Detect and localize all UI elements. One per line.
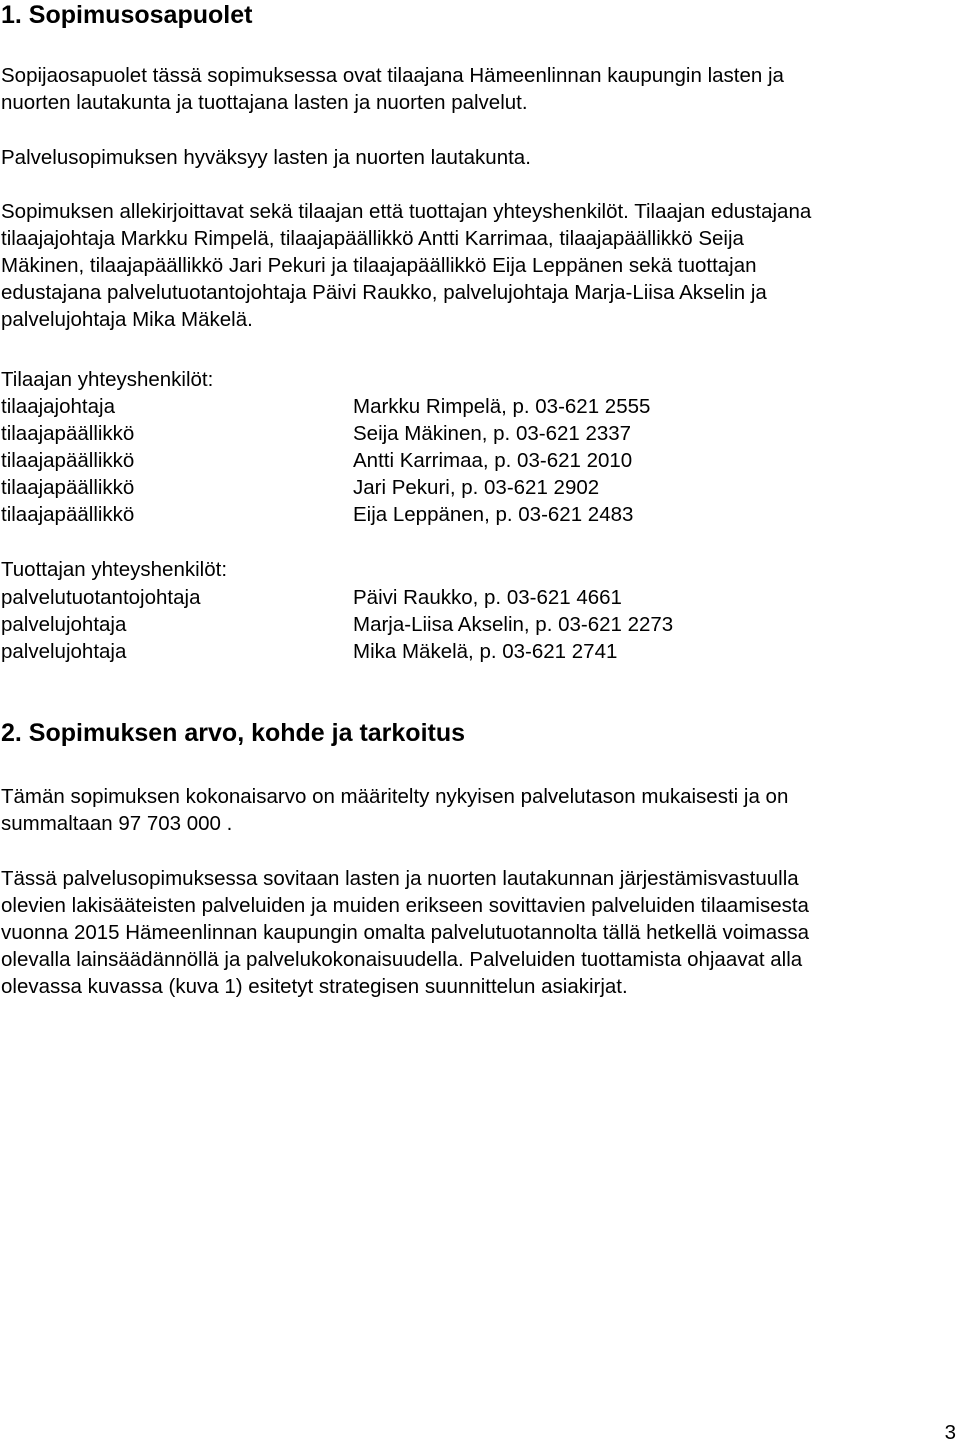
contact-row: [1, 393, 901, 420]
section-2-heading: 2. Sopimuksen arvo, kohde ja tarkoitus: [1, 719, 466, 747]
section-2-para-2: [1, 865, 809, 1000]
text-line: nuorten lautakunta ja tuottajana lasten ja nuorten palvelut.: [1, 91, 528, 114]
contact-name: Eija Leppänen, p. 03-621 2483: [353, 503, 634, 526]
text-line: olevassa kuvassa (kuva 1) esitetyt strategisen suunnittelun asiakirjat.: [1, 975, 628, 998]
contact-name: Antti Karrimaa, p. 03-621 2010: [353, 449, 633, 472]
section-1-para-1: [1, 62, 784, 116]
contact-row: [1, 420, 901, 447]
contact-name: Markku Rimpelä, p. 03-621 2555: [353, 395, 651, 418]
contact-name: Seija Mäkinen, p. 03-621 2337: [353, 422, 632, 445]
contact-role: palvelutuotantojohtaja: [1, 586, 201, 609]
text-line: tilaajajohtaja Markku Rimpelä, tilaajapäällikkö Antti Karrimaa, tilaajapäällikkö Seija: [1, 227, 744, 250]
producer-contacts-title: Tuottajan yhteyshenkilöt:: [1, 558, 228, 581]
contact-row: [1, 611, 901, 638]
text-line: vuonna 2015 Hämeenlinnan kaupungin omalta palvelutuotannolta tällä hetkellä voimassa: [1, 921, 810, 944]
contact-row: [1, 584, 901, 611]
contact-role: tilaajapäällikkö: [1, 422, 135, 445]
contact-role: palvelujohtaja: [1, 613, 127, 636]
section-2-para-1: [1, 783, 788, 837]
text-line: palvelujohtaja Mika Mäkelä.: [1, 308, 253, 331]
client-contacts-title: Tilaajan yhteyshenkilöt:: [1, 368, 214, 391]
contact-role: tilaajajohtaja: [1, 395, 115, 418]
section-1-para-3: [1, 198, 811, 333]
contact-name: Päivi Raukko, p. 03-621 4661: [353, 586, 622, 609]
contact-role: tilaajapäällikkö: [1, 449, 135, 472]
section-1-para-2: Palvelusopimuksen hyväksyy lasten ja nuorten lautakunta.: [1, 146, 531, 169]
text-line: summaltaan 97 703 000 .: [1, 812, 233, 835]
contact-role: tilaajapäällikkö: [1, 476, 135, 499]
contact-row: [1, 638, 901, 665]
client-contacts-table: [1, 393, 901, 528]
text-line: Mäkinen, tilaajapäällikkö Jari Pekuri ja tilaajapäällikkö Eija Leppänen sekä tuottajan: [1, 254, 757, 277]
contact-name: Marja-Liisa Akselin, p. 03-621 2273: [353, 613, 674, 636]
section-1-heading: 1. Sopimusosapuolet: [1, 1, 253, 29]
contact-row: [1, 501, 901, 528]
page-number: 3: [944, 1421, 956, 1444]
contact-name: Jari Pekuri, p. 03-621 2902: [353, 476, 600, 499]
contact-role: palvelujohtaja: [1, 640, 127, 663]
text-line: Tämän sopimuksen kokonaisarvo on määritelty nykyisen palvelutason mukaisesti ja on: [1, 785, 789, 808]
contact-name: Mika Mäkelä, p. 03-621 2741: [353, 640, 618, 663]
text-line: olevalla lainsäädännöllä ja palvelukokonaisuudella. Palveluiden tuottamista ohjaavat alla: [1, 948, 803, 971]
text-line: edustajana palvelutuotantojohtaja Päivi Raukko, palvelujohtaja Marja-Liisa Akselin ja: [1, 281, 767, 304]
text-line: Sopijaosapuolet tässä sopimuksessa ovat tilaajana Hämeenlinnan kaupungin lasten ja: [1, 64, 784, 87]
text-line: Tässä palvelusopimuksessa sovitaan lasten ja nuorten lautakunnan järjestämisvastuulla: [1, 867, 799, 890]
contact-row: [1, 474, 901, 501]
text-line: olevien lakisääteisten palveluiden ja muiden erikseen sovittavien palveluiden tilaamisesta: [1, 894, 809, 917]
text-line: Sopimuksen allekirjoittavat sekä tilaajan että tuottajan yhteyshenkilöt. Tilaajan edustajana: [1, 200, 812, 223]
contact-row: [1, 447, 901, 474]
contact-role: tilaajapäällikkö: [1, 503, 135, 526]
producer-contacts-table: [1, 584, 901, 665]
